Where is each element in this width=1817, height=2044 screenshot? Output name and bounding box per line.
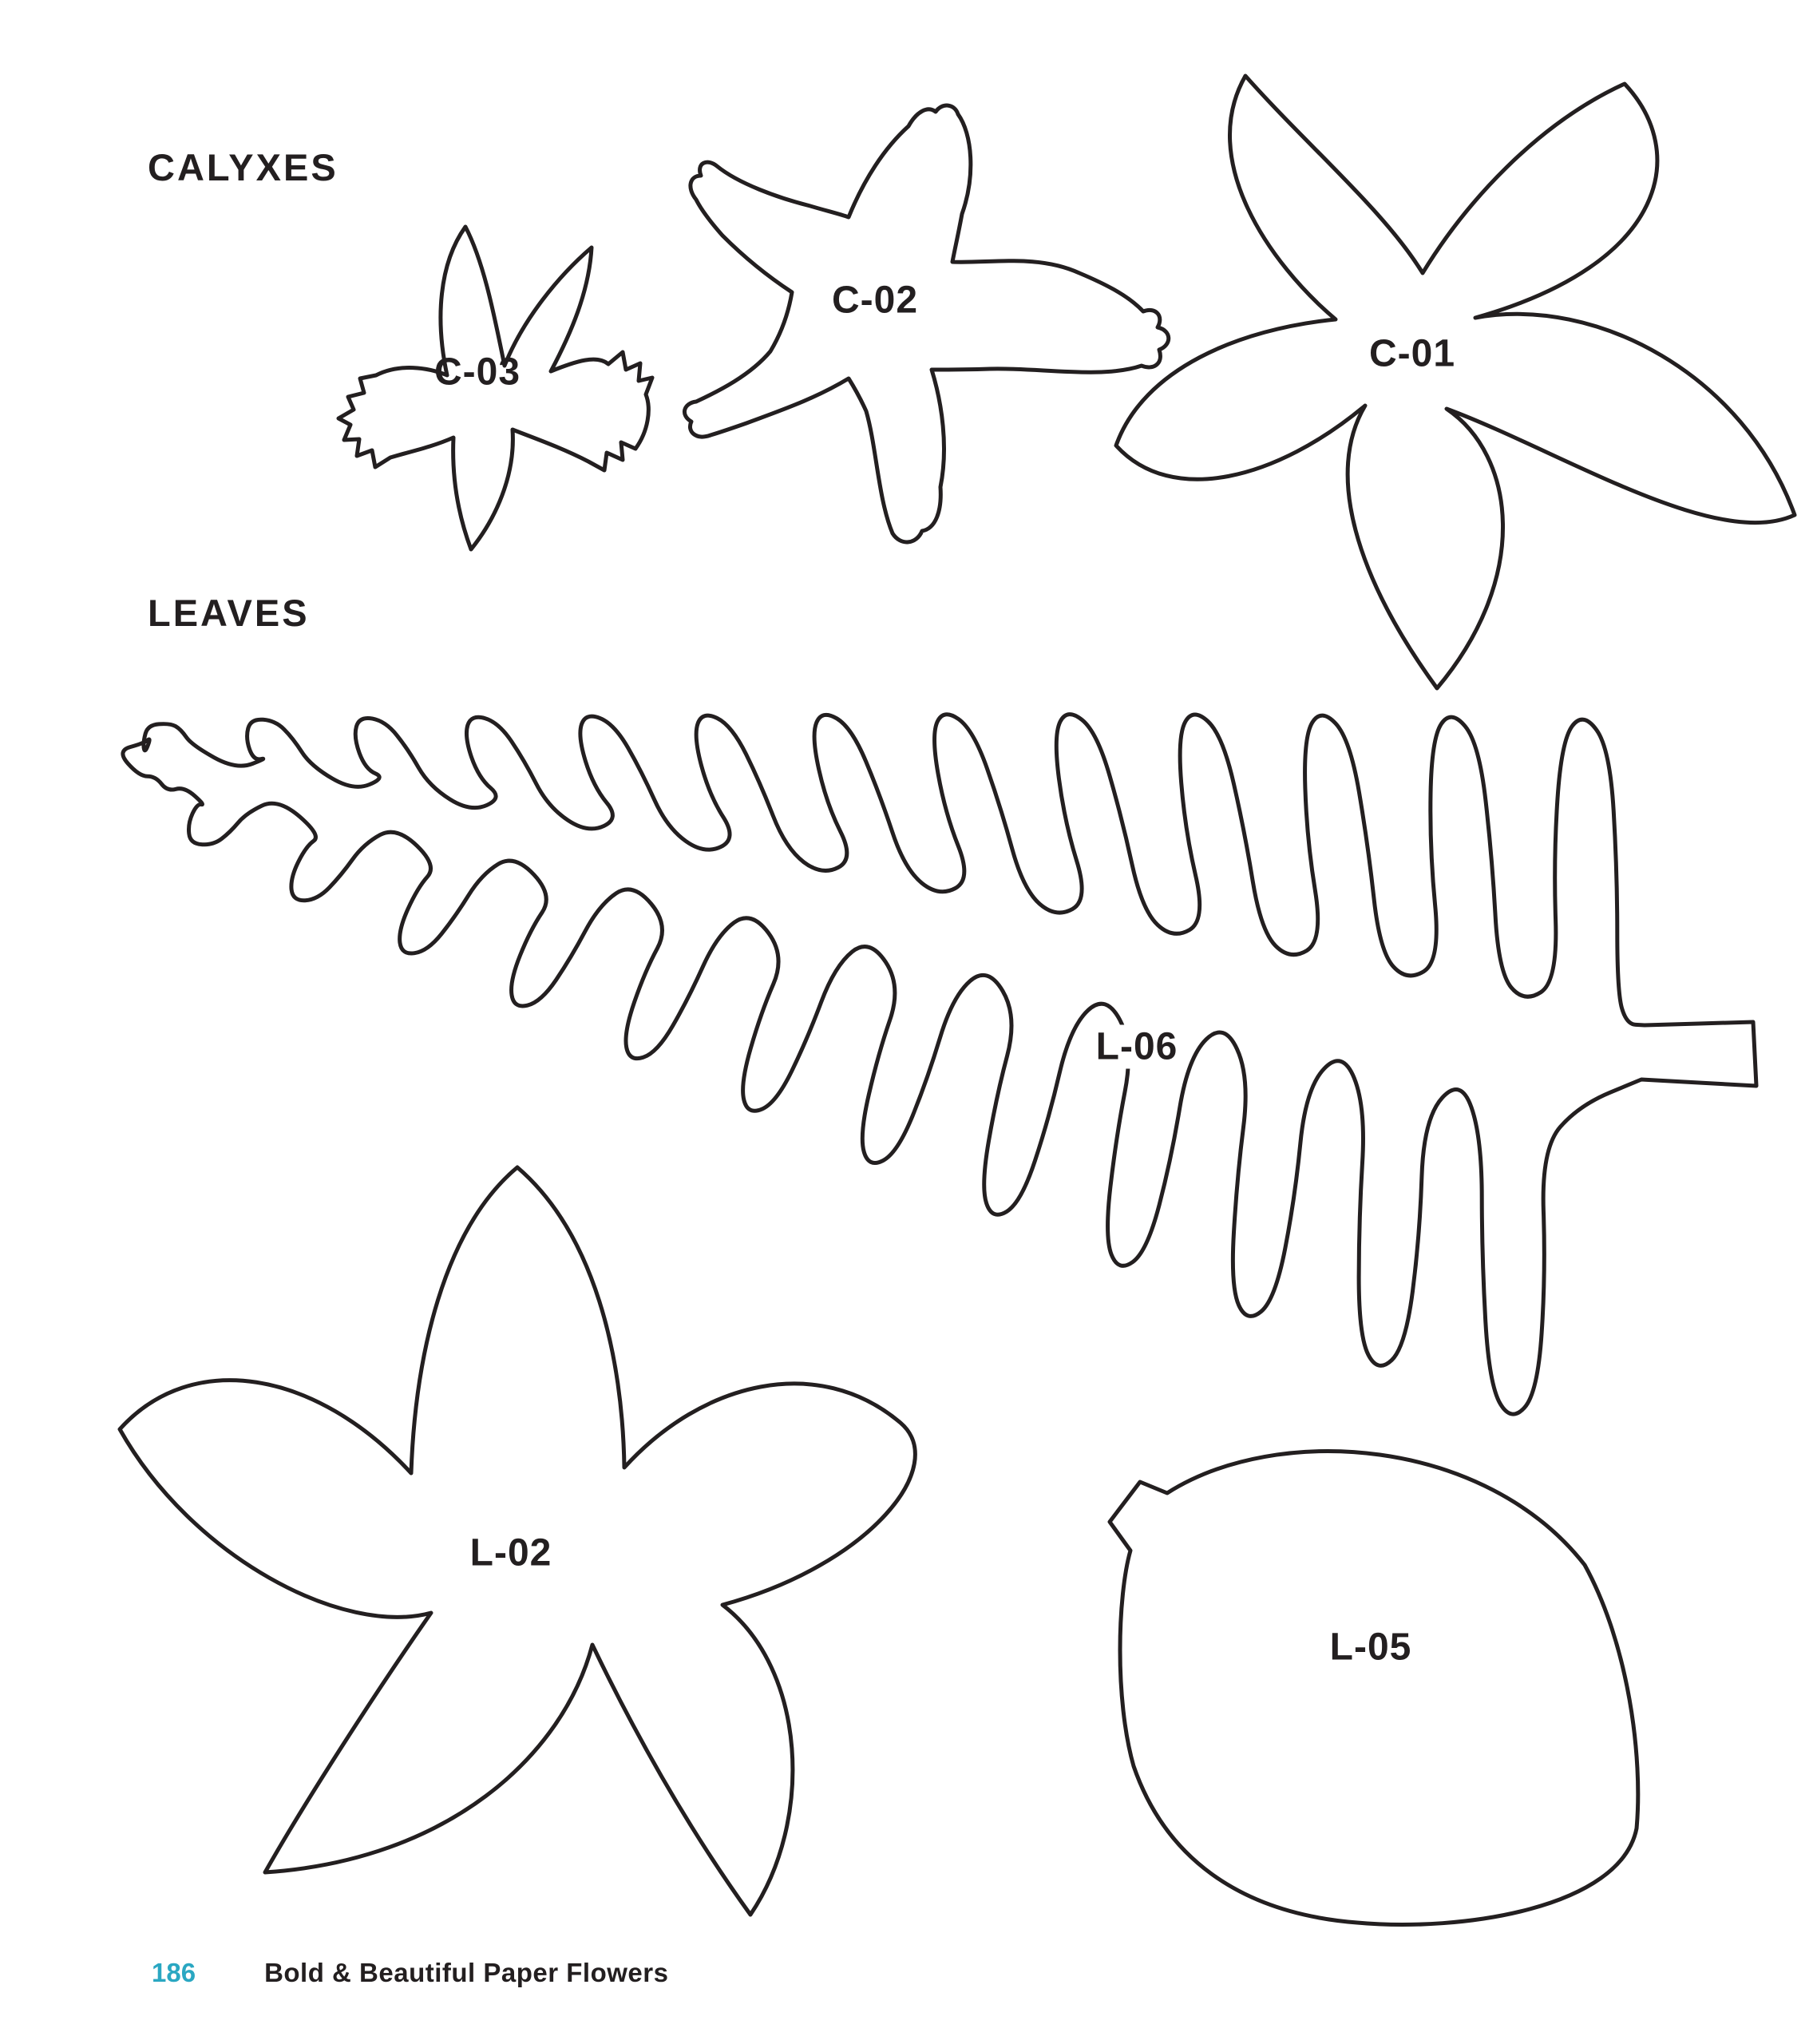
page-footer [152, 1958, 668, 1988]
label-l06: L-06 [1090, 1025, 1185, 1069]
label-c01: C-01 [1368, 332, 1456, 375]
leaf-l05-outline [1110, 1452, 1638, 1925]
footer-page-number: 186 [152, 1958, 196, 1987]
heading-leaves: LEAVES [148, 592, 310, 634]
label-l02: L-02 [469, 1531, 552, 1575]
calyx-c01-outline [1116, 76, 1795, 688]
label-c03: C-03 [433, 351, 521, 394]
heading-calyxes: CALYXES [148, 146, 338, 188]
calyx-c02-outline [684, 105, 1168, 542]
label-c02: C-02 [831, 279, 919, 322]
leaf-l06-outline [123, 715, 1756, 1415]
label-l05: L-05 [1329, 1626, 1412, 1669]
footer-book-title: Bold & Beautiful Paper Flowers [264, 1958, 669, 1987]
